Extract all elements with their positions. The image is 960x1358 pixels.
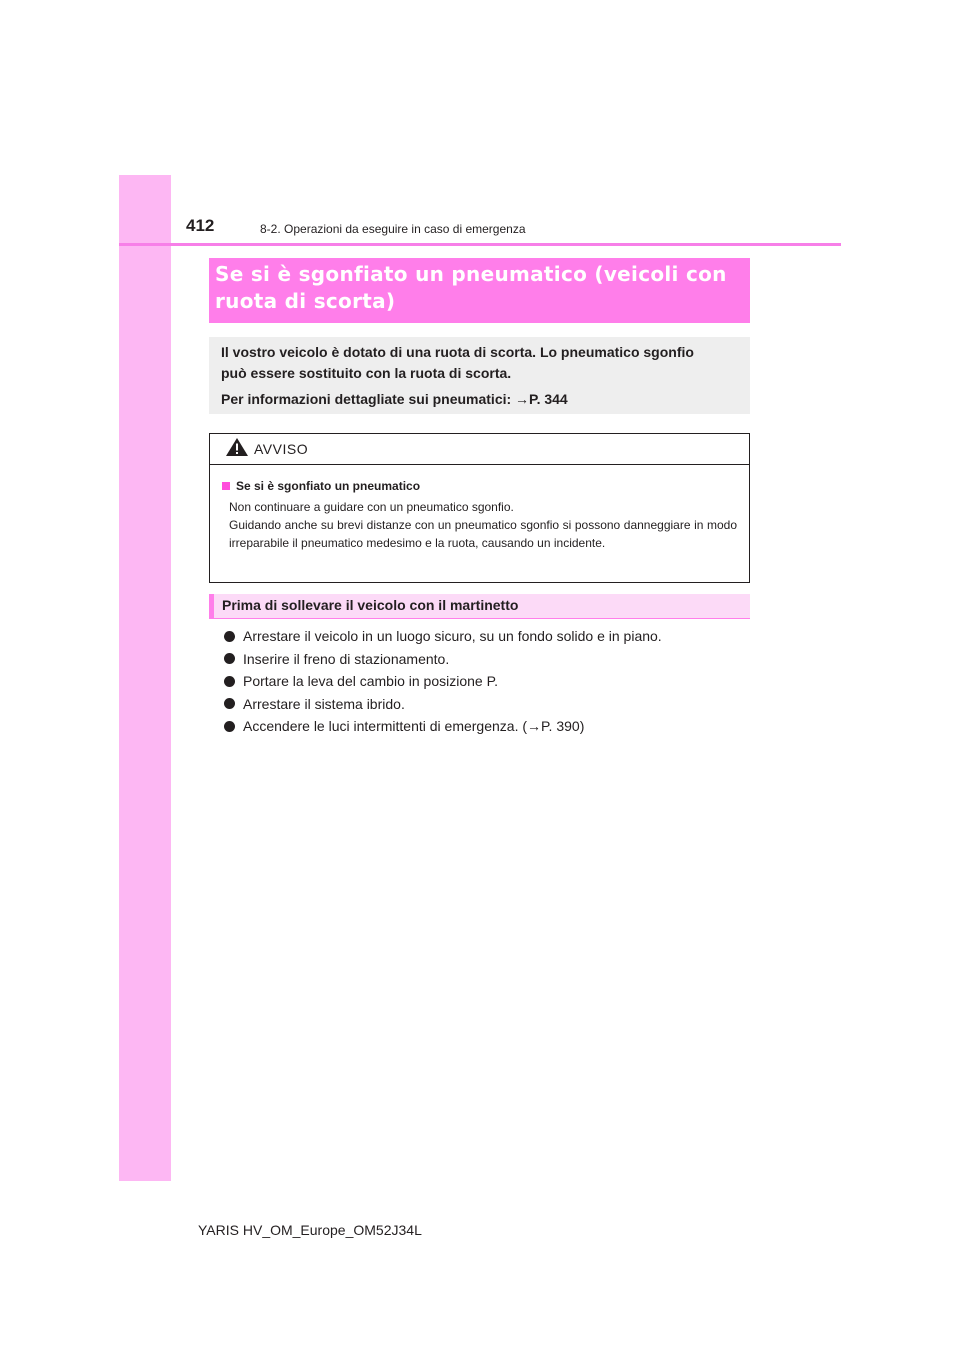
list-item xyxy=(224,715,744,738)
page-title-box xyxy=(209,258,750,323)
page-title-line-2: ruota di scorta) xyxy=(215,289,396,313)
intro-line-2: può essere sostituito con la ruota di scorta. xyxy=(221,365,512,381)
list-item xyxy=(224,693,744,716)
warning-subheading-text: Se si è sgonfiato un pneumatico xyxy=(236,479,421,493)
list-item-text: Arrestare il veicolo in un luogo sicuro, su un fondo solido e in piano. xyxy=(243,628,662,645)
warning-text-2: Guidando anche su brevi distanze con un pneumatico sgonfio si possono danneggiare in modo irreparabile il pneumatico medesimo e la ruota, causando un incidente. xyxy=(229,518,737,550)
warning-text-1: Non continuare a guidare con un pneumatico sgonfio. xyxy=(229,500,514,514)
warning-triangle-icon xyxy=(225,437,249,462)
subsection-heading xyxy=(209,594,750,619)
warning-body xyxy=(210,465,749,552)
list-item-text: Arrestare il sistema ibrido. xyxy=(243,695,405,712)
bullet-dot-icon xyxy=(224,676,235,687)
square-bullet-icon xyxy=(222,482,230,490)
intro-line-1: Il vostro veicolo è dotato di una ruota di scorta. Lo pneumatico sgonfio xyxy=(221,344,694,360)
intro-box xyxy=(209,337,750,414)
warning-header xyxy=(210,434,749,465)
bullet-dot-icon xyxy=(224,698,235,709)
footer-doc-id: YARIS HV_OM_Europe_OM52J34L xyxy=(198,1222,422,1238)
step-list xyxy=(224,625,744,738)
bullet-dot-icon xyxy=(224,653,235,664)
list-item-text: Portare la leva del cambio in posizione P. xyxy=(243,673,499,690)
warning-box xyxy=(209,433,750,583)
list-item-text: Inserire il freno di stazionamento. xyxy=(243,650,450,667)
bullet-dot-icon xyxy=(224,721,235,732)
list-item xyxy=(224,625,744,648)
header-rule xyxy=(119,243,841,246)
subsection-accent-bar xyxy=(209,594,214,618)
subsection-title: Prima di sollevare il veicolo con il martinetto xyxy=(222,597,519,613)
page-number: 412 xyxy=(186,216,215,235)
intro-reference: Per informazioni dettagliate sui pneumatici: →P. 344 xyxy=(221,391,568,407)
warning-label: AVVISO xyxy=(254,441,309,457)
list-item-text: Accendere le luci intermittenti di emergenza. (→P. 390) xyxy=(243,718,585,735)
list-item xyxy=(224,648,744,671)
bullet-dot-icon xyxy=(224,631,235,642)
side-band xyxy=(119,175,171,1181)
section-header: 8-2. Operazioni da eseguire in caso di emergenza xyxy=(260,222,526,236)
page-title-line-1: Se si è sgonfiato un pneumatico (veicoli con xyxy=(215,262,727,286)
warning-subheading xyxy=(222,477,737,495)
list-item xyxy=(224,670,744,693)
